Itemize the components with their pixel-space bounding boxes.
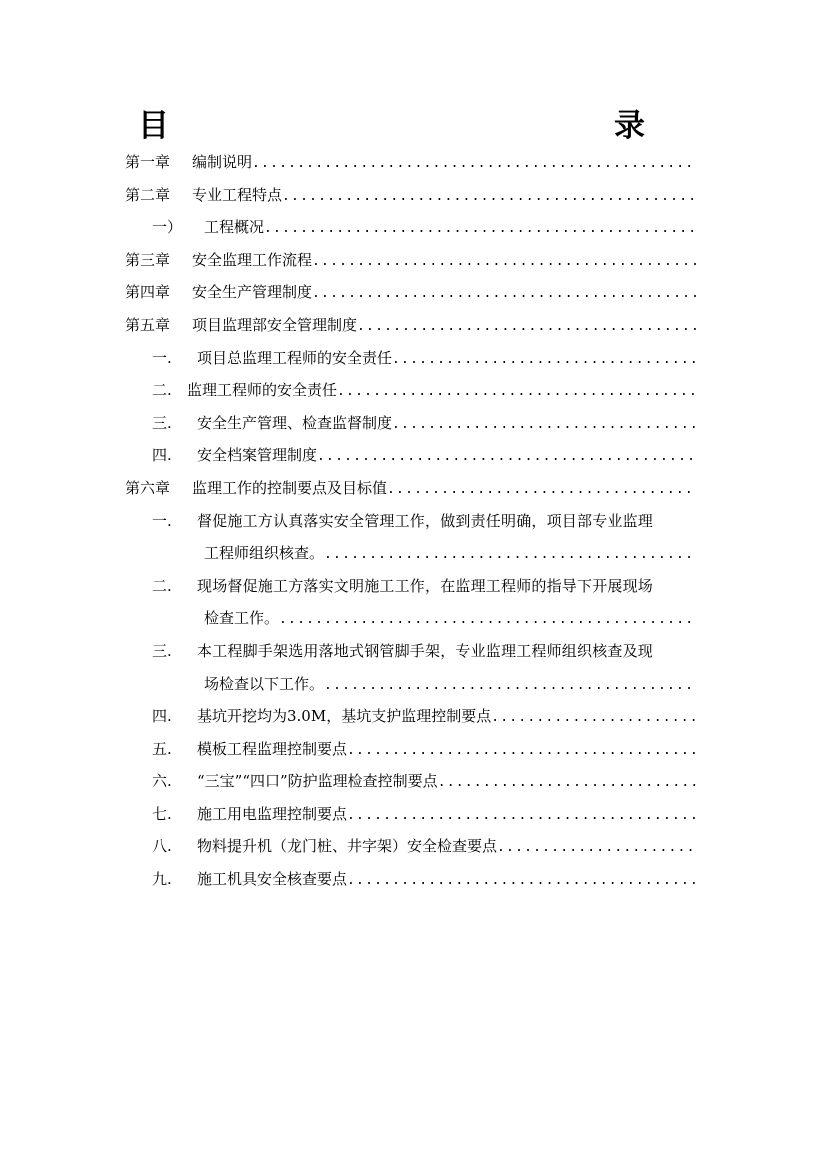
toc-entry[interactable] [0,570,827,603]
toc-label: 四. [152,446,172,465]
toc-title: 安全生产管理制度 [192,283,313,302]
toc-title: 安全档案管理制度 [197,446,318,465]
toc-title: 现场督促施工方落实文明施工工作，在监理工程师的指导下开展现场 [197,576,654,595]
toc-entry[interactable] [0,309,827,342]
toc-entry[interactable] [0,505,827,538]
toc-label: 三. [152,641,172,660]
toc-label: 三. [152,413,172,432]
toc-entry[interactable] [0,342,827,375]
toc-entry-continuation[interactable] [0,668,827,701]
toc-entry-continuation[interactable] [0,537,827,570]
leader-dots [387,474,697,505]
leader-dots [312,246,697,277]
toc-entry[interactable] [0,733,827,766]
toc-entry[interactable] [0,276,827,309]
leader-dots [392,409,697,440]
toc-title: 施工用电监理控制要点 [197,804,348,823]
toc-title: 本工程脚手架选用落地式钢管脚手架，专业监理工程师组织核查及现 [197,641,654,660]
toc-title: 安全生产管理、检查监督制度 [197,413,393,432]
toc-title: 物料提升机（龙门桩、井字架）安全检查要点 [197,837,498,856]
leader-dots [282,181,697,212]
toc-label: 六. [152,772,172,791]
toc-title: 基坑开挖均为3.0M，基坑支护监理控制要点 [197,707,492,726]
toc-label: 七. [152,804,172,823]
toc-title: “三宝”“四口”防护监理检查控制要点 [197,772,438,791]
toc-title: 安全监理工作流程 [192,250,313,269]
leader-dots [324,539,697,570]
toc-label: 一. [152,348,172,367]
toc-entry[interactable] [0,244,827,277]
toc-label: 第六章 [125,478,171,497]
toc-entry[interactable] [0,863,827,896]
toc-entry[interactable] [0,374,827,407]
leader-dots [438,767,697,798]
leader-dots [347,800,697,831]
toc-entry[interactable] [0,700,827,733]
toc-label: 第三章 [125,250,171,269]
toc-label: 二. [152,576,172,595]
toc-entry[interactable] [0,179,827,212]
toc-label: 一） [152,218,183,237]
toc-label: 九. [152,870,172,889]
leader-dots [317,441,697,472]
toc-title: 督促施工方认真落实安全管理工作，做到责任明确，项目部专业监理 [197,511,654,530]
toc-label: 第四章 [125,283,171,302]
table-of-contents [0,146,827,896]
toc-entry[interactable] [0,211,827,244]
toc-title-continuation: 检查工作。 [204,609,280,628]
toc-title: 施工机具安全核查要点 [197,870,348,889]
toc-title: 项目总监理工程师的安全责任 [197,348,393,367]
leader-dots [357,311,697,342]
toc-title-continuation: 工程师组织核查。 [204,544,325,563]
toc-label: 四. [152,707,172,726]
toc-title: 模板工程监理控制要点 [197,739,348,758]
toc-title: 工程概况 [204,218,265,237]
leader-dots [279,604,697,635]
leader-dots [324,670,697,701]
toc-entry[interactable] [0,439,827,472]
toc-entry[interactable] [0,798,827,831]
toc-entry-continuation[interactable] [0,602,827,635]
toc-label: 二. [152,381,172,400]
toc-entry[interactable] [0,407,827,440]
toc-label: 五. [152,739,172,758]
toc-title: 监理工作的控制要点及目标值 [192,478,388,497]
toc-title-continuation: 场检查以下工作。 [204,674,325,693]
toc-label: 一. [152,511,172,530]
toc-label: 八. [152,837,172,856]
leader-dots [312,278,697,309]
leader-dots [491,702,697,733]
leader-dots [337,376,697,407]
toc-entry[interactable] [0,765,827,798]
toc-label: 第五章 [125,315,171,334]
toc-label: 第二章 [125,185,171,204]
toc-title: 监理工程师的安全责任 [187,381,338,400]
leader-dots [497,832,697,863]
leader-dots [392,344,697,375]
toc-title: 项目监理部安全管理制度 [192,315,358,334]
toc-title: 专业工程特点 [192,185,283,204]
leader-dots [264,213,697,244]
toc-entry[interactable] [0,830,827,863]
leader-dots [347,865,697,896]
page-title: 目 录 [138,108,733,144]
toc-entry[interactable] [0,635,827,668]
toc-entry[interactable] [0,146,827,179]
leader-dots [252,148,697,179]
toc-entry[interactable] [0,472,827,505]
toc-title: 编制说明 [192,153,253,171]
toc-label: 第一章 [125,153,171,171]
leader-dots [347,735,697,766]
